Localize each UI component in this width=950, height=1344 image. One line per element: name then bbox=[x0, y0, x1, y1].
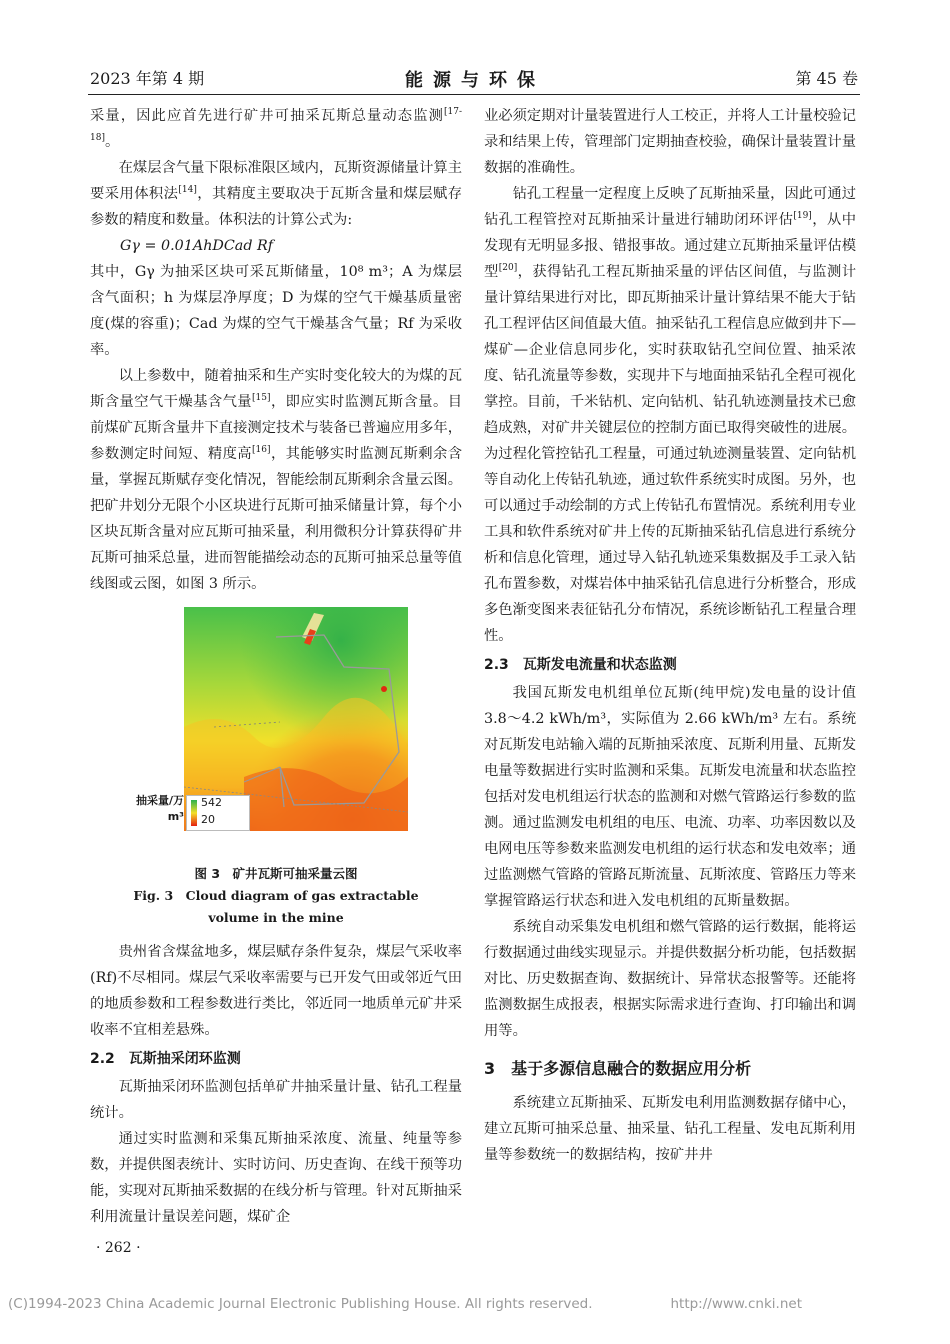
caption-english-line2: volume in the mine bbox=[208, 910, 344, 925]
page-number: · 262 · bbox=[96, 1240, 141, 1256]
volume-formula: Gγ = 0.01AhDCad Rf bbox=[120, 238, 274, 254]
citation: [15] bbox=[252, 393, 271, 404]
citation: [19] bbox=[793, 211, 812, 222]
citation: [14] bbox=[178, 185, 197, 196]
header-rule bbox=[88, 94, 860, 95]
journal-title: 能源与环保 bbox=[405, 70, 545, 91]
color-legend bbox=[186, 795, 250, 831]
copyright-footer: (C)1994-2023 China Academic Journal Electronic Publishing House. All rights reserved. bbox=[8, 1296, 593, 1312]
left-column bbox=[90, 103, 462, 1230]
paragraph: 瓦斯抽采闭环监测包括单矿井抽采量计量、钻孔工程量统计。 bbox=[90, 1079, 462, 1121]
footer-url: http://www.cnki.net bbox=[670, 1296, 802, 1312]
legend-min-value: 20 bbox=[201, 813, 215, 826]
section-heading-2-3: 2.3 瓦斯发电流量和状态监测 bbox=[484, 657, 677, 673]
figure-caption bbox=[90, 863, 462, 929]
paragraph: 采量，因此应首先进行矿井可抽采瓦斯总量动态监测[17-18]。 bbox=[90, 107, 462, 150]
paragraph: 在煤层含气量下限标准限区域内，瓦斯资源储量计算主要采用体积法[14]，其精度主要取决于瓦斯含量和煤层赋存参数的精度和数量。体积法的计算公式为: bbox=[90, 160, 463, 228]
legend-colorbar bbox=[191, 800, 197, 826]
paragraph: 贵州省含煤盆地多，煤层赋存条件复杂，煤层气采收率(Rf)不尽相同。煤层气采收率需要与已开发气田或邻近气田的地质参数和工程参数进行类比，邻近同一地质单元矿井采收率不宜相差悬殊。 bbox=[90, 944, 462, 1038]
citation: [17-18] bbox=[90, 107, 462, 144]
section-heading-2-2: 2.2 瓦斯抽采闭环监测 bbox=[90, 1051, 241, 1067]
citation: [20] bbox=[498, 263, 518, 274]
figure-3 bbox=[90, 607, 462, 861]
paragraph: 通过实时监测和采集瓦斯抽采浓度、流量、纯量等参数，并提供图表统计、实时访问、历史查询、在线干预等功能，实现对瓦斯抽采数据的在线分析与管理。针对瓦斯抽采利用流量计量误差问题，煤矿企 bbox=[90, 1131, 462, 1225]
right-column bbox=[484, 103, 856, 1168]
paragraph: 系统建立瓦斯抽采、瓦斯发电利用监测数据存储中心，建立瓦斯可抽采总量、抽采量、钻孔工程量、发电瓦斯利用量等参数统一的数据结构，按矿井井 bbox=[484, 1095, 856, 1163]
paragraph: 我国瓦斯发电机组单位瓦斯(纯甲烷)发电量的设计值 3.8～4.2 kWh/m³，实际值为 2.66 kWh/m³ 左右。系统对瓦斯发电站输入端的瓦斯抽采浓度、瓦斯利用量、瓦斯发电量等数据进行实时监测和采集。瓦斯发电流量和状态监控包括对发电机组运行状态的监测和对燃气管路运行参数的监测。通过监测发电机组的电压、电流、功率、功率因数以及电网电压等参数来监测发电机组的运行状态和发电效率；通过监测燃气管路的管路瓦斯流量、瓦斯浓度、管路压力等来掌握管路运行状态和进入发电机组的瓦斯量数据。 bbox=[484, 685, 856, 909]
caption-chinese: 图 3 矿井瓦斯可抽采量云图 bbox=[194, 866, 358, 881]
section-heading-3: 3 基于多源信息融合的数据应用分析 bbox=[484, 1059, 752, 1078]
paragraph: 其中，Gγ 为抽采区块可采瓦斯储量，10⁸ m³；A 为煤层含气面积；h 为煤层净厚度；D 为煤的空气干燥基质量密度(煤的容重)；Cad 为煤的空气干燥基含气量；Rf 为采收率。 bbox=[90, 264, 462, 358]
paragraph: 钻孔工程量一定程度上反映了瓦斯抽采量，因此可通过钻孔工程管控对瓦斯抽采计量进行辅助闭环评估[19]，从中发现有无明显多报、错报事故。通过建立瓦斯抽采量评估模型[20]，获得钻孔工程瓦斯抽采量的评估区间值，与监测计量计算结果进行对比，即瓦斯抽采计量计算结果不能大于钻孔工程评估区间值最大值。抽采钻孔工程信息应做到井下—煤矿—企业信息同步化，实时获取钻孔空间位置、抽采浓度、钻孔流量等参数，实现井下与地面抽采钻孔全程可视化掌控。目前，千米钻机、定向钻机、钻孔轨迹测量技术已愈趋成熟，对矿井关键层位的控制方面已取得突破性的进展。为过程化管控钻孔工程量，可通过轨迹测量装置、定向钻机等自动化上传钻孔轨迹，通过软件系统实时成图。另外，也可以通过手动绘制的方式上传钻孔布置情况。系统利用专业工具和软件系统对矿井上传的瓦斯抽采钻孔信息进行系统分析和信息化管理，通过导入钻孔轨迹采集数据及手工录入钻孔布置参数，对煤岩体中抽采钻孔信息进行分析整合，形成多色渐变图来表征钻孔分布情况，系统诊断钻孔工程量合理性。 bbox=[484, 186, 857, 644]
paragraph: 系统自动采集发电机组和燃气管路的运行数据，能将运行数据通过曲线实现显示。并提供数据分析功能，包括数据对比、历史数据查询、数据统计、异常状态报警等。还能将监测数据生成报表，根据实际需求进行查询、打印输出和调用等。 bbox=[484, 919, 856, 1039]
caption-english-line1: Fig. 3 Cloud diagram of gas extractable bbox=[133, 888, 419, 903]
paragraph: 以上参数中，随着抽采和生产实时变化较大的为煤的瓦斯含量空气干燥基含气量[15]，即应实时监测瓦斯含量。目前煤矿瓦斯含量井下直接测定技术与装备已普遍应用多年，参数测定时间短、精度高[16]，其能够实时监测瓦斯剩余含量，掌握瓦斯赋存变化情况，智能绘制瓦斯剩余含量云图。把矿井划分无限个小区块进行瓦斯可抽采储量计算，每个小区块瓦斯含量对应瓦斯可抽采量，利用微积分计算获得矿井瓦斯可抽采总量，进而智能描绘动态的瓦斯可抽采总量等值线图或云图，如图 3 所示。 bbox=[90, 368, 463, 592]
citation: [16] bbox=[252, 445, 271, 456]
paragraph: 业必须定期对计量装置进行人工校正，并将人工计量校验记录和结果上传，管理部门定期抽查校验，确保计量装置计量数据的准确性。 bbox=[484, 108, 856, 176]
issue-label: 2023 年第 4 期 bbox=[90, 69, 205, 88]
legend-max-value: 542 bbox=[201, 796, 222, 809]
legend-title: 抽采量/万m³ bbox=[135, 794, 184, 823]
volume-label: 第 45 卷 bbox=[795, 69, 858, 88]
